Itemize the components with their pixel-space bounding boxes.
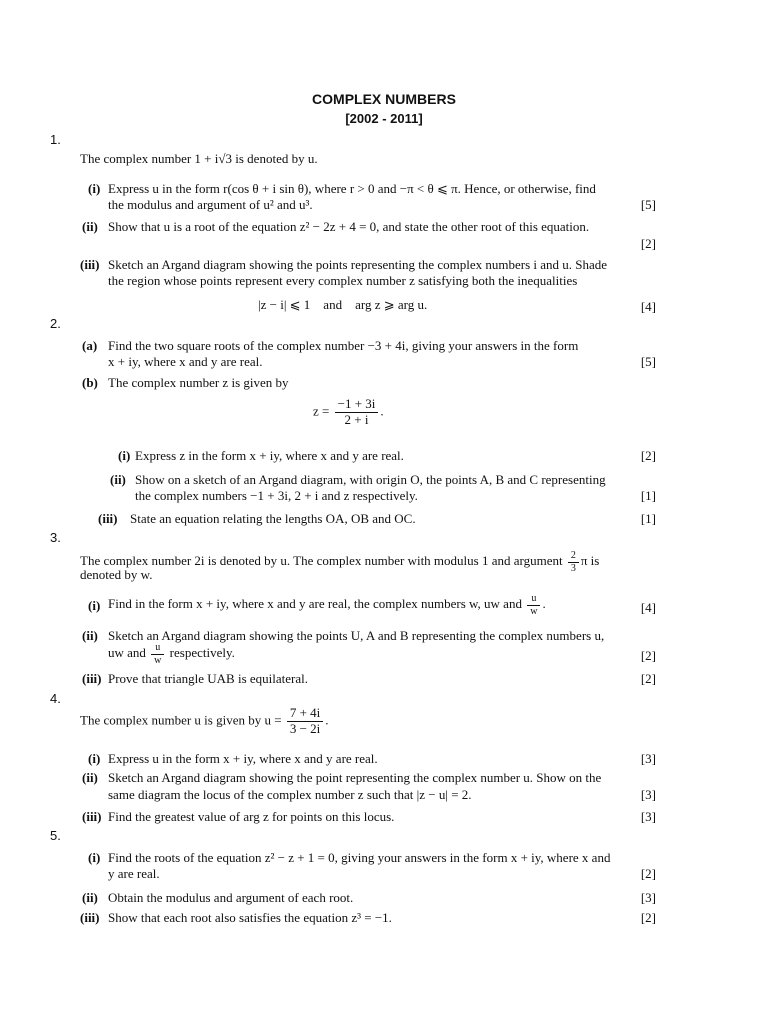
q2-equation: [313, 397, 384, 428]
q3-part-ii-fraction-numerator: u: [151, 642, 164, 655]
question-1-number: 1.: [50, 132, 61, 147]
question-2-number: 2.: [50, 316, 61, 331]
q4-part-i-mark: [3]: [640, 751, 656, 766]
q2-part-iii-label: (iii): [98, 511, 118, 526]
q2-equation-lhs: z =: [313, 403, 330, 419]
q5-part-i-mark: [2]: [640, 866, 656, 881]
q4-intro: [80, 706, 329, 737]
q3-part-ii-text-a: uw and: [108, 644, 146, 660]
q2-part-a-line2: x + iy, where x and y are real.: [108, 354, 263, 369]
q3-argument-denominator: 3: [570, 562, 576, 574]
q3-part-i-fraction: [527, 593, 540, 617]
q3-intro-text-a: The complex number 2i is denoted by u. The complex number with modulus 1 and argument: [80, 552, 563, 568]
q4-intro-text: The complex number u is given by u =: [80, 712, 282, 728]
q1-part-i-mark: [5]: [640, 197, 656, 212]
q4-intro-dot: .: [325, 712, 329, 728]
q1-part-iii-inequality: |z − i| ⩽ 1 and arg z ⩾ arg u.: [258, 297, 428, 312]
q3-part-i-dot: .: [542, 595, 546, 611]
q3-part-iii-label: (iii): [82, 671, 102, 686]
q4-part-iii-label: (iii): [82, 809, 102, 824]
q2-part-b-label: (b): [82, 375, 98, 390]
q4-part-i-label: (i): [88, 751, 101, 766]
q3-argument-numerator: 2: [568, 550, 579, 563]
q1-part-i-line1: Express u in the form r(cos θ + i sin θ), where r > 0 and −π < θ ⩽ π. Hence, or otherwise, find: [108, 181, 596, 196]
q3-part-i-text: Find in the form x + iy, where x and y are real, the complex numbers w, uw and: [108, 595, 522, 611]
q2-part-i-label: (i): [118, 448, 131, 463]
q3-part-iii-text: Prove that triangle UAB is equilateral.: [108, 671, 309, 686]
q1-part-ii-mark: [2]: [640, 236, 656, 251]
q2-fraction: [335, 397, 379, 428]
document-title: COMPLEX NUMBERS: [312, 91, 456, 107]
q4-fraction-numerator: 7 + 4i: [287, 706, 323, 722]
q5-part-ii-mark: [3]: [640, 890, 656, 905]
q3-part-i-mark: [4]: [640, 600, 656, 615]
q4-part-i-text: Express u in the form x + iy, where x and y are real.: [108, 751, 378, 766]
q4-part-iii-text: Find the greatest value of arg z for points on this locus.: [108, 809, 395, 824]
q3-part-ii-line2: [108, 642, 235, 666]
q1-part-iii-label: (iii): [80, 257, 100, 272]
q4-fraction: [287, 706, 323, 737]
q1-part-ii-label: (ii): [82, 219, 98, 234]
q3-part-ii-text-b: respectively.: [169, 644, 235, 660]
q1-part-iii-mark: [4]: [640, 299, 656, 314]
q2-fraction-numerator: −1 + 3i: [335, 397, 379, 413]
q2-part-i-mark: [2]: [640, 448, 656, 463]
q2-part-b-line1: The complex number z is given by: [108, 375, 289, 390]
q1-part-i-label: (i): [88, 181, 101, 196]
q3-part-i-fraction-denominator: w: [530, 605, 538, 617]
q2-fraction-denominator: 2 + i: [344, 411, 369, 427]
q2-part-ii-label: (ii): [110, 472, 126, 487]
q2-equation-dot: .: [380, 403, 384, 419]
q2-part-ii-line1: Show on a sketch of an Argand diagram, with origin O, the points A, B and C representing: [135, 472, 606, 487]
q5-part-ii-text: Obtain the modulus and argument of each root.: [108, 890, 354, 905]
q5-part-ii-label: (ii): [82, 890, 98, 905]
q4-fraction-denominator: 3 − 2i: [289, 720, 321, 736]
q3-intro-text-b: π is: [580, 552, 600, 568]
q5-part-i-line2: y are real.: [108, 866, 160, 881]
q3-intro-line1: [80, 550, 599, 574]
q2-part-ii-line2: the complex numbers −1 + 3i, 2 + i and z respectively.: [135, 488, 418, 503]
q2-part-ii-mark: [1]: [640, 488, 656, 503]
q2-part-a-mark: [5]: [640, 354, 656, 369]
q3-argument-fraction: [568, 550, 579, 574]
q1-part-iii-line1: Sketch an Argand diagram showing the points representing the complex numbers i and u. Shade: [108, 257, 608, 272]
q3-part-iii-mark: [2]: [640, 671, 656, 686]
q4-part-iii-mark: [3]: [640, 809, 656, 824]
q3-intro-line2: denoted by w.: [80, 567, 153, 582]
q3-part-ii-fraction-denominator: w: [154, 654, 162, 666]
q4-part-ii-line1: Sketch an Argand diagram showing the point representing the complex number u. Show on the: [108, 770, 602, 785]
q2-part-i-text: Express z in the form x + iy, where x and y are real.: [135, 448, 404, 463]
q3-part-ii-mark: [2]: [640, 648, 656, 663]
q5-part-i-line1: Find the roots of the equation z² − z + 1 = 0, giving your answers in the form x + iy, where x and: [108, 850, 611, 865]
q3-part-i-fraction-numerator: u: [527, 593, 540, 606]
q4-part-ii-line2: same diagram the locus of the complex number z such that |z − u| = 2.: [108, 787, 472, 802]
question-5-number: 5.: [50, 828, 61, 843]
q3-part-ii-label: (ii): [82, 628, 98, 643]
q3-part-i-label: (i): [88, 598, 101, 613]
q2-part-iii-text: State an equation relating the lengths OA, OB and OC.: [130, 511, 416, 526]
q2-part-iii-mark: [1]: [640, 511, 656, 526]
q3-part-ii-fraction: [151, 642, 164, 666]
q5-part-iii-text: Show that each root also satisfies the equation z³ = −1.: [108, 910, 392, 925]
q1-part-ii-line1: Show that u is a root of the equation z² − 2z + 4 = 0, and state the other root of this equation.: [108, 219, 590, 234]
q1-part-iii-line2: the region whose points represent every complex number z satisfying both the inequalities: [108, 273, 578, 288]
q3-part-ii-line1: Sketch an Argand diagram showing the points U, A and B representing the complex numbers u,: [108, 628, 605, 643]
question-4-number: 4.: [50, 691, 61, 706]
q3-part-i-line: [108, 593, 546, 617]
q2-part-a-label: (a): [82, 338, 98, 353]
q1-intro: The complex number 1 + i√3 is denoted by u.: [80, 151, 318, 166]
document-subtitle: [2002 - 2011]: [345, 111, 423, 126]
q1-part-i-line2: the modulus and argument of u² and u³.: [108, 197, 313, 212]
q5-part-iii-label: (iii): [80, 910, 100, 925]
question-3-number: 3.: [50, 530, 61, 545]
q2-part-a-line1: Find the two square roots of the complex number −3 + 4i, giving your answers in the form: [108, 338, 579, 353]
q4-part-ii-label: (ii): [82, 770, 98, 785]
q5-part-iii-mark: [2]: [640, 910, 656, 925]
q5-part-i-label: (i): [88, 850, 101, 865]
q4-part-ii-mark: [3]: [640, 787, 656, 802]
